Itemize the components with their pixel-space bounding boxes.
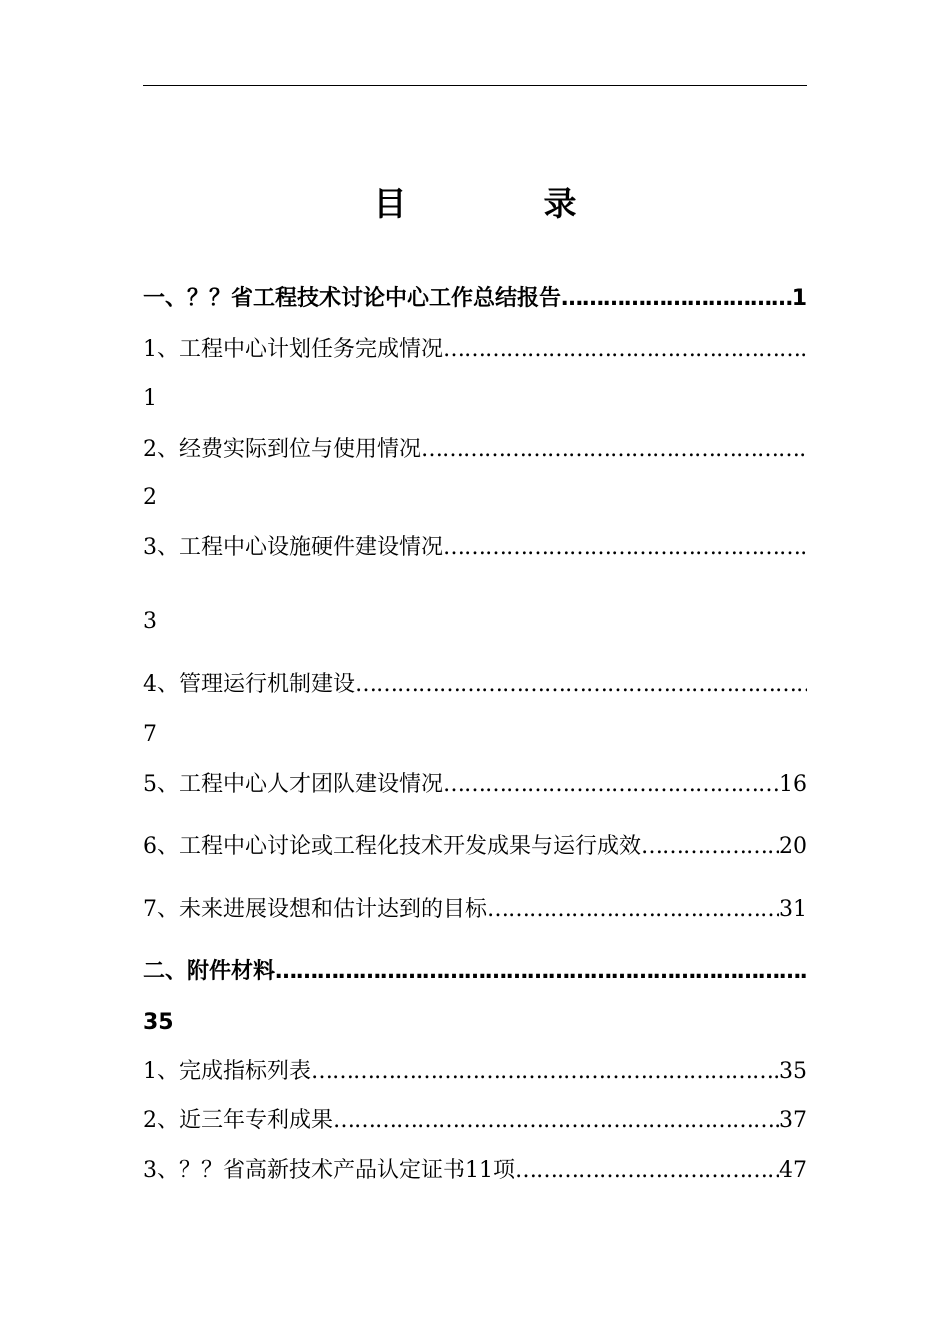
toc-entry-page: 16	[779, 772, 807, 797]
toc-entry-1-6[interactable]	[143, 831, 807, 863]
toc-entry-2-1[interactable]	[143, 1056, 807, 1088]
toc-entry-page: 35	[779, 1059, 807, 1084]
toc-entry-page: 7	[143, 722, 157, 747]
toc-entry-1-4[interactable]	[143, 669, 807, 701]
toc-entry-page: 37	[779, 1108, 807, 1133]
toc-entry-1-2[interactable]	[143, 434, 807, 466]
leader-dots	[443, 532, 807, 564]
header-rule	[143, 85, 807, 86]
leader-dots	[487, 894, 779, 926]
toc-title: 目 录	[373, 184, 629, 223]
toc-entry-label: 2、经费实际到位与使用情况	[143, 437, 421, 462]
toc-entry-1-5[interactable]	[143, 769, 807, 801]
toc-entry-page: 1	[143, 386, 157, 411]
leader-dots	[311, 1056, 779, 1088]
toc-entry-label: 4、管理运行机制建设	[143, 672, 355, 697]
toc-entry-page: 31	[779, 897, 807, 922]
toc-entry-label: 1、完成指标列表	[143, 1059, 311, 1084]
toc-entry-label: 2、近三年专利成果	[143, 1108, 333, 1133]
leader-dots	[515, 1155, 779, 1187]
toc-entry-label: 3、工程中心设施硬件建设情况	[143, 535, 443, 560]
toc-entry-page: 1	[791, 286, 807, 311]
toc-entry-2-2[interactable]	[143, 1105, 807, 1137]
toc-entry-section-2[interactable]	[143, 956, 807, 988]
toc-entry-1-3[interactable]	[143, 532, 807, 564]
toc-entry-section-1[interactable]	[143, 283, 807, 315]
toc-entry-page: 47	[779, 1158, 807, 1183]
leader-dots	[421, 434, 807, 466]
toc-entry-1-1[interactable]	[143, 334, 807, 366]
leader-dots	[275, 956, 807, 988]
leader-dots	[641, 831, 779, 863]
toc-entry-page: 3	[143, 609, 157, 634]
leader-dots	[561, 283, 792, 315]
leader-dots	[443, 334, 807, 366]
toc-entry-1-7[interactable]	[143, 894, 807, 926]
toc-entry-label: 3、？？省高新技术产品认定证书11项	[143, 1158, 515, 1183]
toc-entry-label: 5、工程中心人才团队建设情况	[143, 772, 443, 797]
toc-entry-label: 7、未来进展设想和估计达到的目标	[143, 897, 487, 922]
toc-entry-page: 35	[143, 1010, 174, 1035]
leader-dots	[443, 769, 779, 801]
toc-entry-2-3[interactable]	[143, 1155, 807, 1187]
toc-entry-label: 1、工程中心计划任务完成情况	[143, 337, 443, 362]
leader-dots	[355, 669, 807, 701]
leader-dots	[333, 1105, 779, 1137]
toc-entry-page: 20	[779, 834, 807, 859]
toc-entry-page: 2	[143, 485, 157, 510]
toc-entry-label: 二、附件材料	[143, 959, 276, 984]
toc-entry-label: 6、工程中心讨论或工程化技术开发成果与运行成效	[143, 834, 641, 859]
toc-entry-label: 一、？？省工程技术讨论中心工作总结报告	[143, 286, 562, 311]
